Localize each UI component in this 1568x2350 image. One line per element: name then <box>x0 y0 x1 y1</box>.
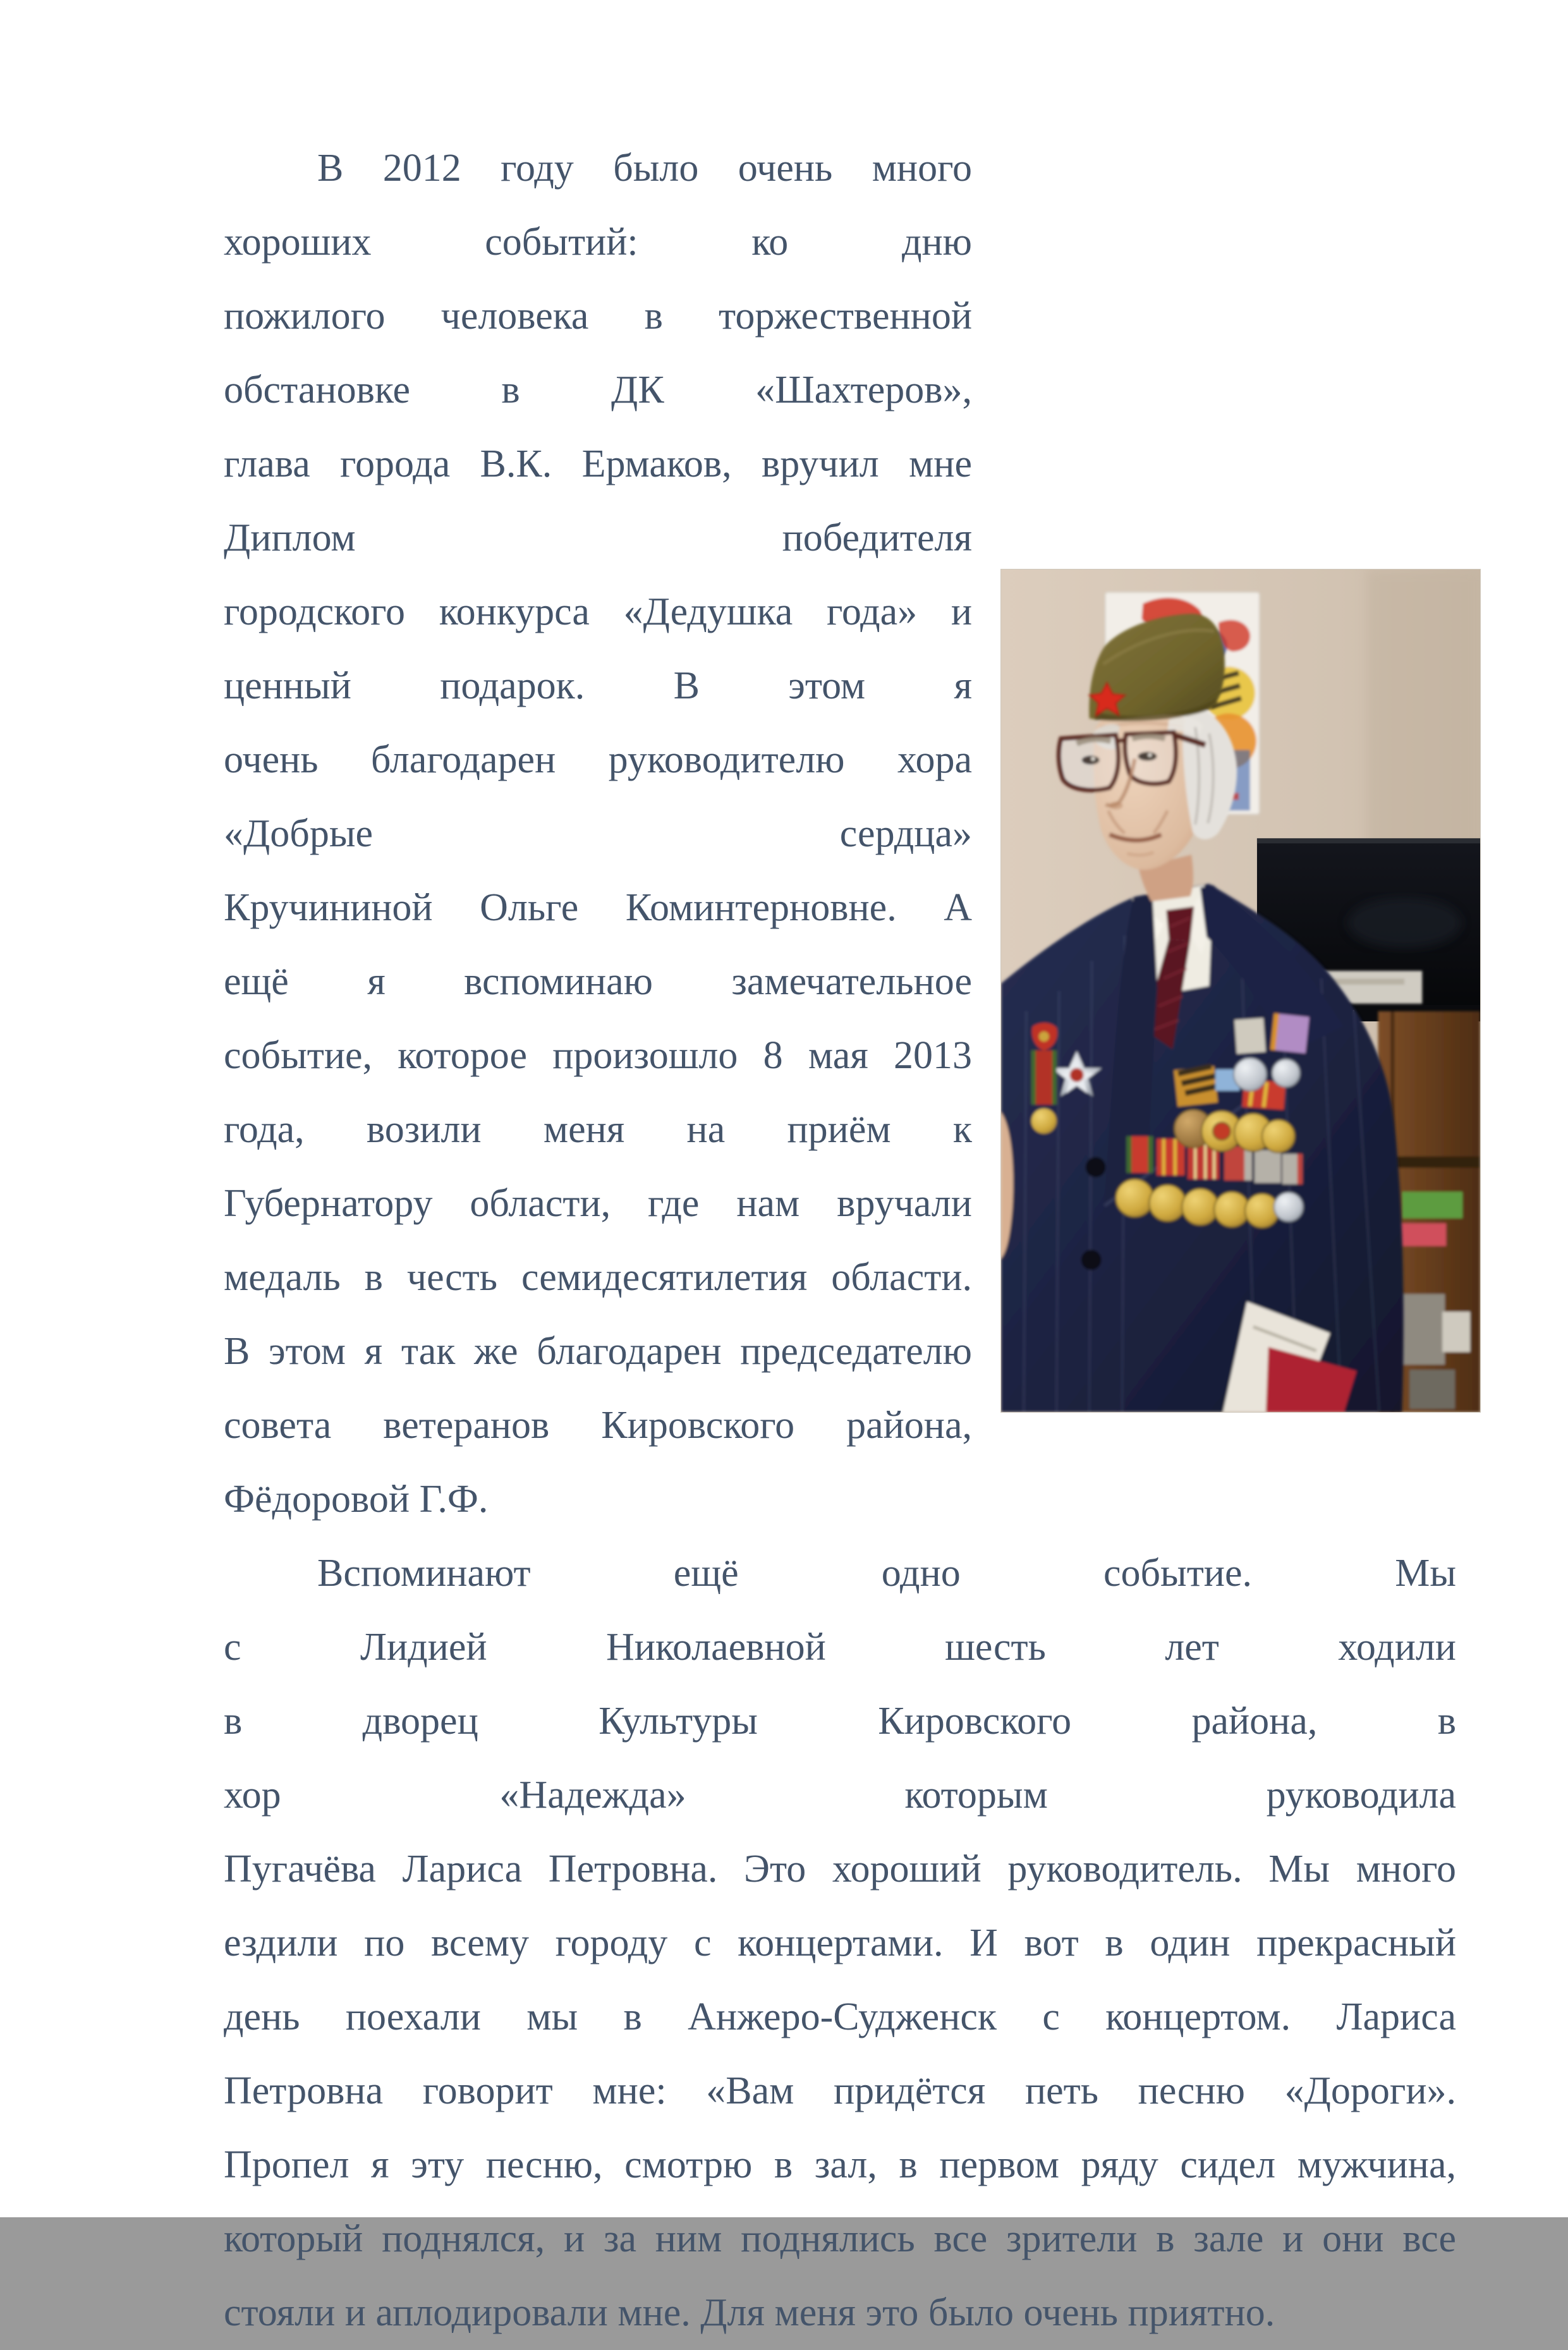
text-line: В 2012 году было очень много хороших событий: ко дню <box>224 147 972 264</box>
text-line: Петровна говорит мне: «Вам придётся петь песню «Дороги». <box>224 2069 1456 2112</box>
text-line: года, возили меня на приём к <box>224 1108 972 1151</box>
text-line: в дворец Культуры Кировского района, в <box>224 1700 1456 1743</box>
text-line: пожилого человека в торжественной обстановке в ДК «Шахтеров», <box>224 295 972 411</box>
text-line: который поднялся, и за ним поднялись все зрители в зале и они все <box>224 2217 1456 2260</box>
paragraph-2 <box>224 1537 1456 2350</box>
text-line: медаль в честь семидесятилетия области. <box>224 1256 972 1299</box>
text-line: стояли и аплодировали мне. Для меня это было очень приятно. <box>224 2291 1275 2334</box>
veteran-photo-illustration <box>1001 569 1480 1412</box>
text-line: день поехали мы в Анжеро-Судженск с концертом. Лариса <box>224 1995 1456 2038</box>
text-line: городского конкурса «Дедушка года» и ценный подарок. В этом я <box>224 590 972 707</box>
text-line: В этом я так же благодарен председателю <box>224 1330 972 1373</box>
veteran-photo <box>1000 569 1481 1413</box>
text-line: ещё я вспоминаю замечательное <box>224 960 972 1003</box>
text-line: Кручининой Ольге Коминтерновне. А <box>224 886 972 929</box>
text-line: глава города В.К. Ермаков, вручил мне Диплом победителя <box>224 442 972 559</box>
text-line: ездили по всему городу с концертами. И вот в один прекрасный <box>224 1921 1456 1964</box>
text-line: очень благодарен руководителю хора «Добрые сердца» <box>224 738 972 855</box>
text-line: с Лидией Николаевной шесть лет ходили <box>224 1626 1456 1669</box>
photo-wall-shadow <box>1366 569 1480 860</box>
text-line: Пропел я эту песню, смотрю в зал, в первом ряду сидел мужчина, <box>224 2143 1456 2186</box>
text-line: Пугачёва Лариса Петровна. Это хороший руководитель. Мы много <box>224 1848 1456 1890</box>
order-red-banner <box>1031 1023 1057 1134</box>
text-line: Губернатору области, где нам вручали <box>224 1182 972 1225</box>
text-line: совета ветеранов Кировского района, <box>224 1404 972 1447</box>
text-line: хор «Надежда» которым руководила <box>224 1774 1456 1817</box>
text-line: Фёдоровой Г.Ф. <box>224 1478 489 1521</box>
text-line: Вспоминают ещё одно событие. Мы <box>317 1552 1456 1595</box>
text-line: событие, которое произошло 8 мая 2013 <box>224 1034 972 1077</box>
